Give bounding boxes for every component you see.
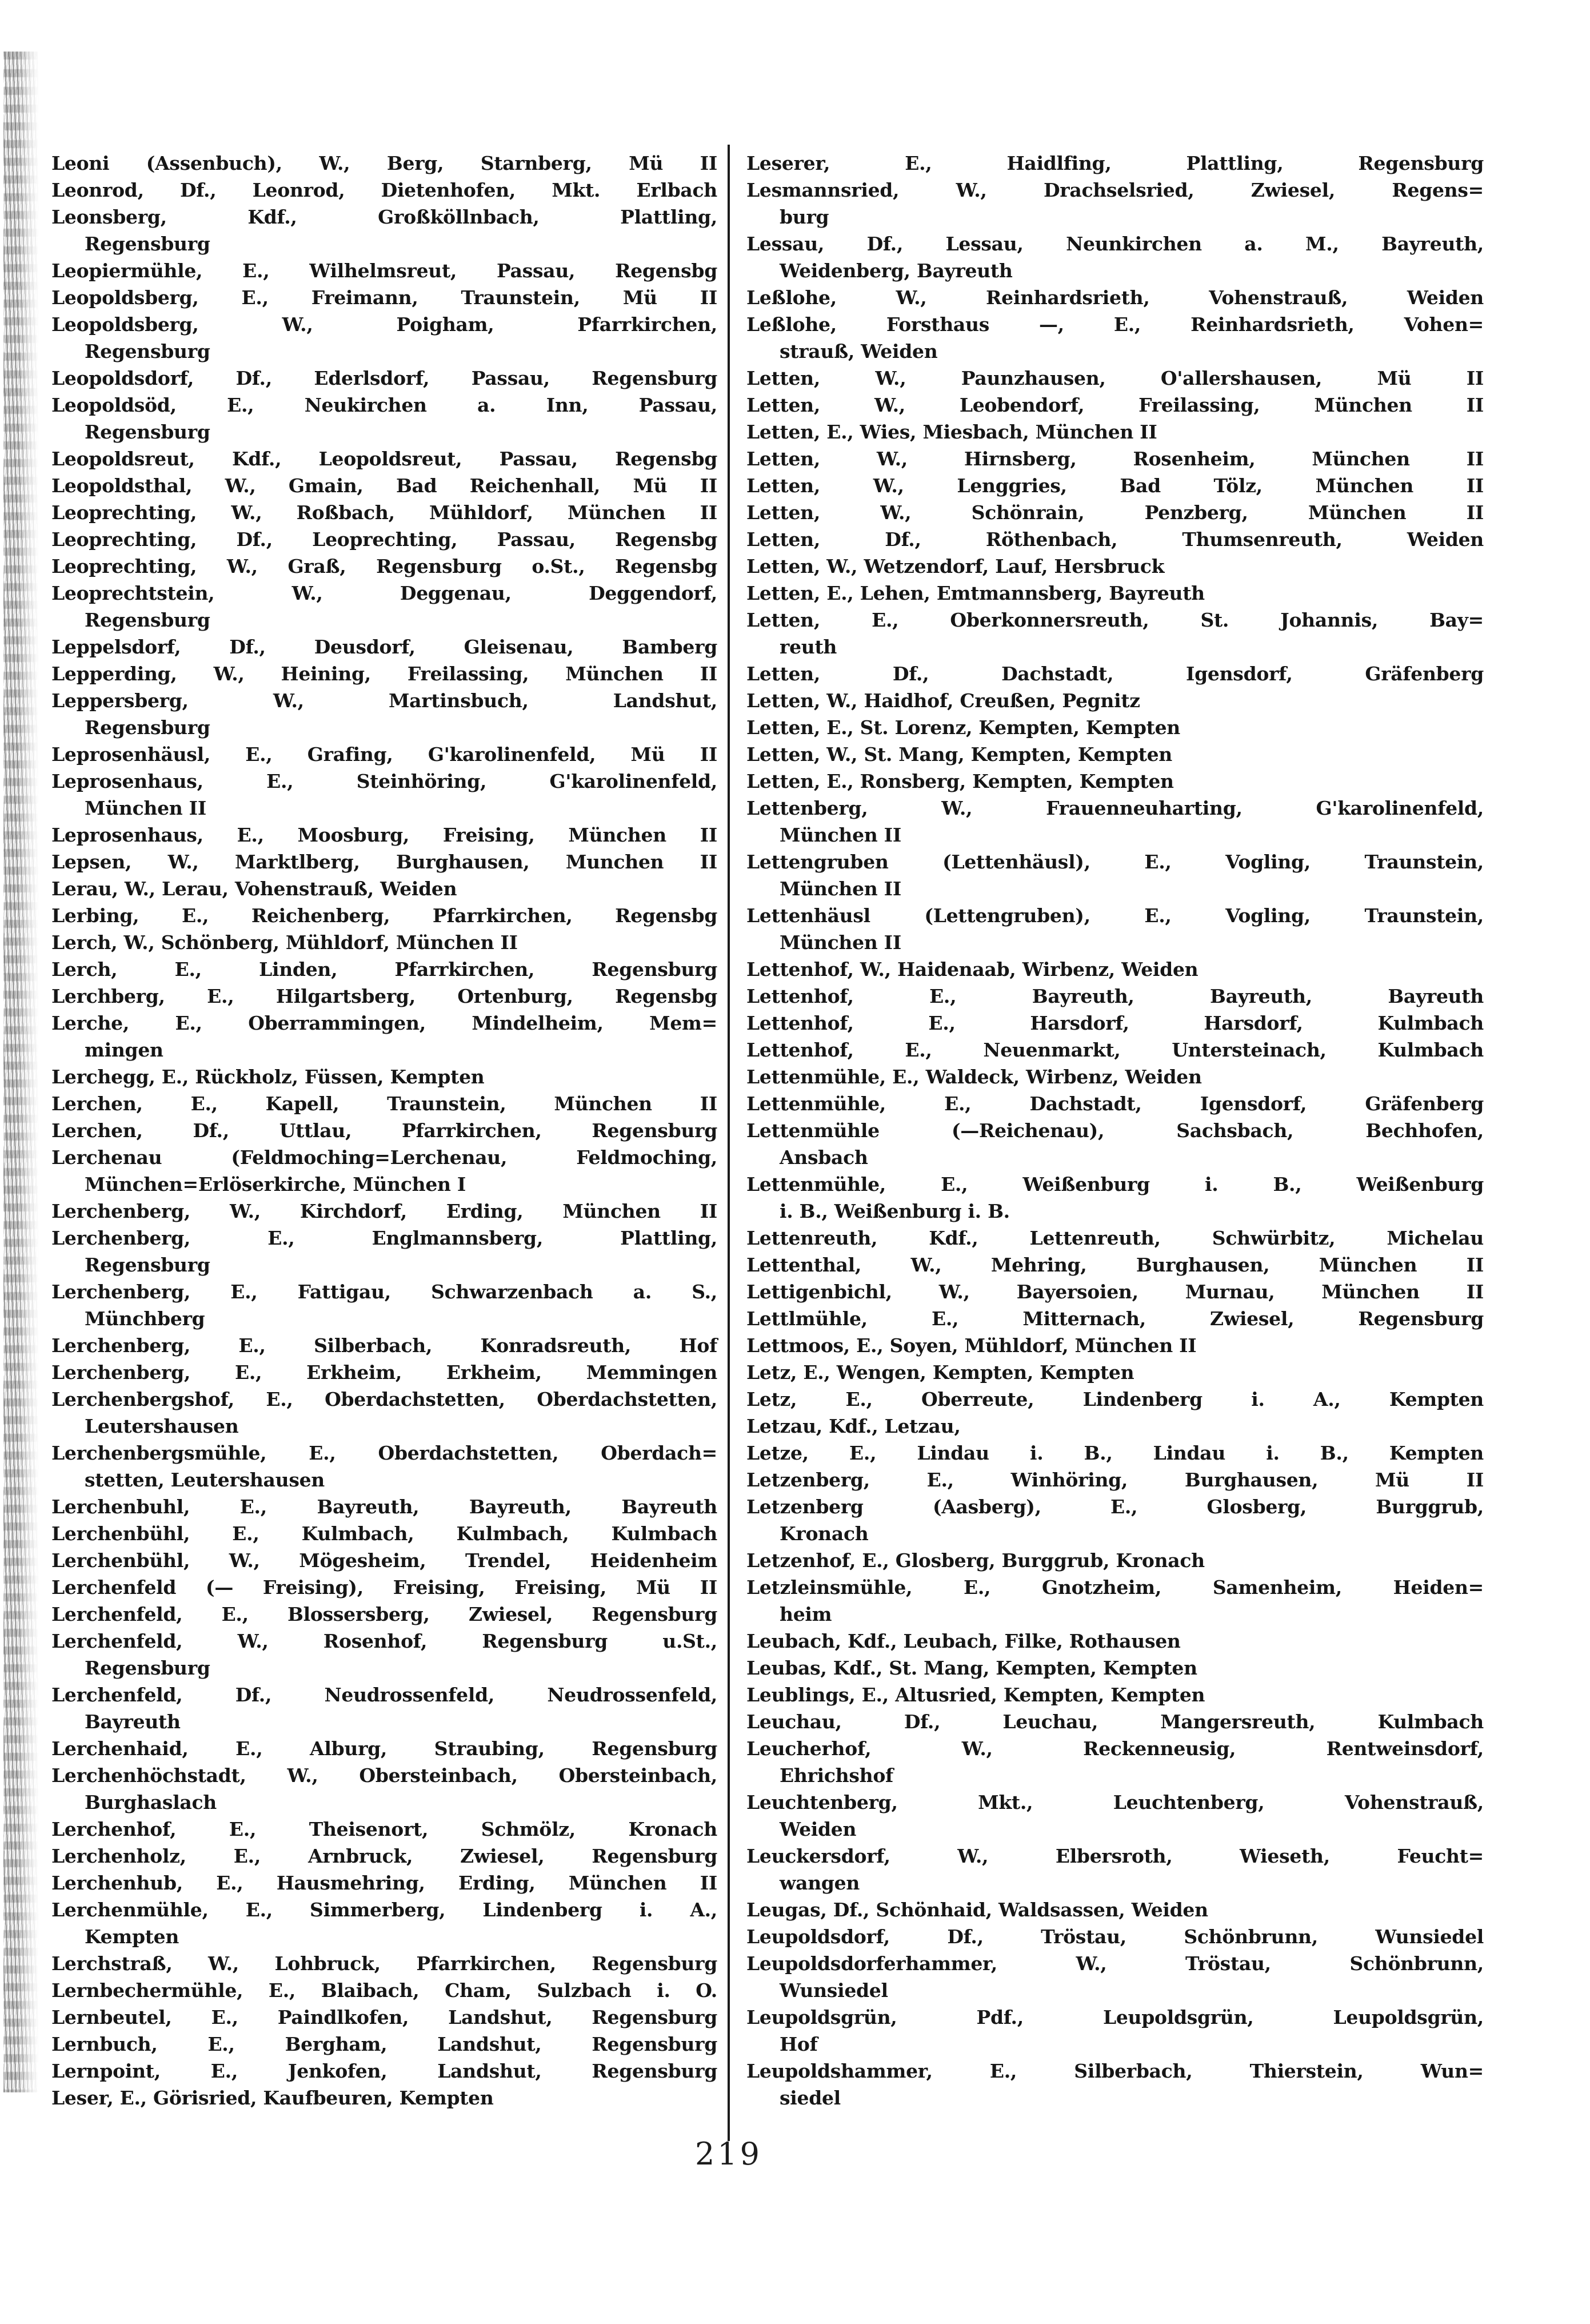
entry-line: Regensburg	[85, 421, 210, 443]
gazetteer-entry	[51, 929, 717, 956]
entry-line: Lerche, E., Oberrammingen, Mindelheim, Mem=	[51, 1012, 717, 1034]
entry-line: Weiden	[780, 1818, 857, 1840]
gazetteer-entry	[51, 902, 717, 929]
gazetteer-entry	[746, 418, 1484, 445]
entry-line: Lerchstraß, W., Lohbruck, Pfarrkirchen, Regensburg	[51, 1952, 717, 1975]
entry-line: Wunsiedel	[780, 1979, 888, 2002]
gazetteer-entry	[746, 1037, 1484, 1063]
entry-line: Lettengruben (Lettenhäusl), E., Vogling, Traunstein,	[746, 851, 1484, 873]
gazetteer-entry	[746, 2058, 1484, 2111]
gazetteer-entry	[746, 553, 1484, 580]
gazetteer-entry	[51, 1520, 717, 1547]
gazetteer-entry	[51, 2058, 717, 2084]
entry-line: Leoprechting, Df., Leoprechting, Passau, Regensbg	[51, 528, 717, 551]
gazetteer-entry	[746, 1735, 1484, 1789]
gazetteer-entry	[746, 284, 1484, 311]
entry-line: Leopoldsberg, E., Freimann, Traunstein, Mü II	[51, 286, 717, 309]
gazetteer-entry	[51, 257, 717, 284]
entry-line: Lerchenbühl, W., Mögesheim, Trendel, Heidenheim	[51, 1549, 717, 1572]
gazetteer-entry	[746, 1655, 1484, 1681]
gazetteer-entry	[51, 1332, 717, 1359]
gazetteer-entry	[746, 607, 1484, 660]
entry-line: Lerch, E., Linden, Pfarrkirchen, Regensburg	[51, 958, 717, 980]
gazetteer-entry	[746, 1843, 1484, 1896]
entry-line: Letten, W., Paunzhausen, O'allershausen, Mü II	[746, 367, 1484, 389]
entry-line: Hof	[780, 2033, 818, 2055]
gazetteer-entry	[746, 902, 1484, 956]
entry-line: Lernpoint, E., Jenkofen, Landshut, Regensburg	[51, 2060, 717, 2082]
entry-line: Regensburg	[85, 1254, 210, 1276]
entry-line: München II	[780, 824, 901, 846]
entry-line: Lerchenfeld, W., Rosenhof, Regensburg u.St.,	[51, 1630, 717, 1652]
gazetteer-entry	[746, 956, 1484, 983]
gazetteer-entry	[51, 687, 717, 741]
entry-line: Lernbeutel, E., Paindlkofen, Landshut, Regensburg	[51, 2006, 717, 2028]
gazetteer-entry	[51, 983, 717, 1010]
entry-line: Letzau, Kdf., Letzau,	[746, 1415, 961, 1437]
gazetteer-entry	[746, 1117, 1484, 1171]
entry-line: Letten, E., Wies, Miesbach, München II	[746, 421, 1157, 443]
gazetteer-entry	[51, 392, 717, 445]
gazetteer-entry	[746, 1225, 1484, 1251]
scan-ink-smudge	[3, 51, 39, 2092]
entry-line: Lerchenholz, E., Arnbruck, Zwiesel, Regensburg	[51, 1845, 717, 1867]
gazetteer-entry	[746, 687, 1484, 714]
entry-line: Leuchau, Df., Leuchau, Mangersreuth, Kulmbach	[746, 1711, 1484, 1733]
gazetteer-entry	[746, 1923, 1484, 1950]
gazetteer-entry	[51, 633, 717, 660]
entry-line: Lettenmühle, E., Waldeck, Wirbenz, Weiden	[746, 1066, 1202, 1088]
entry-line: Lerchenberg, E., Fattigau, Schwarzenbach a. S.,	[51, 1281, 717, 1303]
entry-line: Leßlohe, W., Reinhardsrieth, Vohenstrauß, Weiden	[746, 286, 1484, 309]
entry-line: Letten, E., Ronsberg, Kempten, Kempten	[746, 770, 1174, 792]
entry-line: Letten, W., Haidhof, Creußen, Pegnitz	[746, 689, 1140, 712]
entry-line: Lerchenfeld (— Freising), Freising, Freising, Mü II	[51, 1576, 717, 1599]
entry-line: Lerchenhaid, E., Alburg, Straubing, Regensburg	[51, 1737, 717, 1760]
entry-line: Regensburg	[85, 340, 210, 362]
entry-line: Lettlmühle, E., Mitternach, Zwiesel, Regensburg	[746, 1308, 1484, 1330]
gazetteer-entry	[746, 311, 1484, 365]
entry-line: Lerchenhub, E., Hausmehring, Erding, München II	[51, 1872, 717, 1894]
entry-line: Letten, W., St. Mang, Kempten, Kempten	[746, 743, 1172, 766]
gazetteer-entry	[746, 177, 1484, 230]
gazetteer-entry	[746, 983, 1484, 1010]
entry-line: wangen	[780, 1872, 860, 1894]
entry-line: Leupoldsdorf, Df., Tröstau, Schönbrunn, Wunsiedel	[746, 1926, 1484, 1948]
entry-line: Lesmannsried, W., Drachselsried, Zwiesel, Regens=	[746, 179, 1484, 201]
gazetteer-entry	[51, 1735, 717, 1762]
gazetteer-entry	[51, 2031, 717, 2058]
entry-line: Leoprechting, W., Roßbach, Mühldorf, München II	[51, 501, 717, 524]
gazetteer-entry	[746, 1896, 1484, 1923]
entry-line: Lettenmühle, E., Weißenburg i. B., Weißenburg	[746, 1173, 1484, 1195]
entry-line: Lettenthal, W., Mehring, Burghausen, München II	[746, 1254, 1484, 1276]
entry-line: Leopoldsöd, E., Neukirchen a. Inn, Passau,	[51, 394, 717, 416]
entry-line: Ehrichshof	[780, 1764, 893, 1787]
entry-line: reuth	[780, 636, 837, 658]
entry-line: siedel	[780, 2087, 841, 2109]
entry-line: Letz, E., Wengen, Kempten, Kempten	[746, 1361, 1134, 1384]
entry-line: Lettenhof, W., Haidenaab, Wirbenz, Weiden	[746, 958, 1199, 980]
gazetteer-entry	[51, 1144, 717, 1198]
gazetteer-entry	[51, 204, 717, 257]
entry-line: Regensburg	[85, 716, 210, 739]
entry-line: Leser, E., Görisried, Kaufbeuren, Kempten	[51, 2087, 494, 2109]
entry-line: Lerchen, Df., Uttlau, Pfarrkirchen, Regensburg	[51, 1119, 717, 1142]
entry-line: Leopoldsdorf, Df., Ederlsdorf, Passau, Regensburg	[51, 367, 717, 389]
entry-line: Leucherhof, W., Reckenneusig, Rentweinsdorf,	[746, 1737, 1484, 1760]
gazetteer-entry	[746, 768, 1484, 795]
entry-line: strauß, Weiden	[780, 340, 938, 362]
entry-line: Lerchenhof, E., Theisenort, Schmölz, Kronach	[51, 1818, 717, 1840]
entry-line: Lerchenberg, E., Erkheim, Erkheim, Memmingen	[51, 1361, 717, 1384]
entry-line: Lettenreuth, Kdf., Lettenreuth, Schwürbitz, Michelau	[746, 1227, 1484, 1249]
gazetteer-entry	[746, 1063, 1484, 1090]
entry-line: Lerchenbühl, E., Kulmbach, Kulmbach, Kulmbach	[51, 1522, 717, 1545]
gazetteer-entry	[51, 1386, 717, 1440]
gazetteer-entry	[746, 714, 1484, 741]
entry-line: Leugas, Df., Schönhaid, Waldsassen, Weiden	[746, 1899, 1208, 1921]
entry-line: Letten, W., Wetzendorf, Lauf, Hersbruck	[746, 555, 1165, 577]
gazetteer-entry	[51, 150, 717, 177]
gazetteer-entry	[746, 365, 1484, 392]
entry-line: Lerchegg, E., Rückholz, Füssen, Kempten	[51, 1066, 485, 1088]
entry-line: Kronach	[780, 1522, 869, 1545]
gazetteer-entry	[51, 1896, 717, 1950]
entry-line: Lerchenhöchstadt, W., Obersteinbach, Obersteinbach,	[51, 1764, 717, 1787]
entry-line: Lernbuch, E., Bergham, Landshut, Regensburg	[51, 2033, 717, 2055]
entry-line: Letten, Df., Röthenbach, Thumsenreuth, Weiden	[746, 528, 1484, 551]
gazetteer-entry	[51, 1816, 717, 1843]
entry-line: Lettigenbichl, W., Bayersoien, Murnau, München II	[746, 1281, 1484, 1303]
page-number: 219	[694, 2136, 763, 2172]
entry-line: Lepsen, W., Marktlberg, Burghausen, Munchen II	[51, 851, 717, 873]
entry-line: Leubach, Kdf., Leubach, Filke, Rothausen	[746, 1630, 1181, 1652]
gazetteer-entry	[51, 311, 717, 365]
entry-line: Lettenhof, E., Neuenmarkt, Untersteinach, Kulmbach	[746, 1039, 1484, 1061]
entry-line: Letze, E., Lindau i. B., Lindau i. B., Kempten	[746, 1442, 1484, 1464]
gazetteer-entry	[746, 1305, 1484, 1332]
gazetteer-entry	[51, 741, 717, 768]
gazetteer-entry	[746, 526, 1484, 553]
entry-line: Leuckersdorf, W., Elbersroth, Wieseth, Feucht=	[746, 1845, 1484, 1867]
gazetteer-entry	[51, 177, 717, 204]
gazetteer-entry	[746, 741, 1484, 768]
gazetteer-entry	[51, 1198, 717, 1225]
entry-line: heim	[780, 1603, 832, 1625]
gazetteer-entry	[51, 1090, 717, 1117]
entry-line: München II	[85, 797, 206, 819]
gazetteer-entry	[746, 1950, 1484, 2004]
entry-line: Leoni (Assenbuch), W., Berg, Starnberg, Mü II	[51, 152, 717, 174]
gazetteer-entry	[51, 365, 717, 392]
gazetteer-entry	[51, 2004, 717, 2031]
entry-line: Leopoldsreut, Kdf., Leopoldsreut, Passau, Regensbg	[51, 448, 717, 470]
entry-line: Lepperding, W., Heining, Freilassing, München II	[51, 663, 717, 685]
gazetteer-entry	[746, 1574, 1484, 1628]
entry-line: stetten, Leutershausen	[85, 1469, 325, 1491]
gazetteer-entry	[51, 1278, 717, 1332]
gazetteer-entry	[746, 230, 1484, 284]
entry-line: Lessau, Df., Lessau, Neunkirchen a. M., Bayreuth,	[746, 233, 1484, 255]
entry-line: Burghaslach	[85, 1791, 217, 1813]
gazetteer-entry	[746, 445, 1484, 472]
entry-line: München II	[780, 931, 901, 954]
gazetteer-entry	[746, 1386, 1484, 1413]
gazetteer-entry	[746, 1171, 1484, 1225]
entry-line: Lerchenfeld, Df., Neudrossenfeld, Neudrossenfeld,	[51, 1684, 717, 1706]
gazetteer-entry	[51, 956, 717, 983]
entry-line: Lernbechermühle, E., Blaibach, Cham, Sulzbach i. O.	[51, 1979, 717, 2002]
entry-line: Leßlohe, Forsthaus —, E., Reinhardsrieth, Vohen=	[746, 313, 1484, 336]
entry-line: Leserer, E., Haidlfing, Plattling, Regensburg	[746, 152, 1484, 174]
entry-line: Letten, E., Oberkonnersreuth, St. Johannis, Bay=	[746, 609, 1484, 631]
entry-line: Leonrod, Df., Leonrod, Dietenhofen, Mkt. Erlbach	[51, 179, 717, 201]
entry-line: Leppersberg, W., Martinsbuch, Landshut,	[51, 689, 717, 712]
entry-line: Lerbing, E., Reichenberg, Pfarrkirchen, Regensbg	[51, 904, 717, 927]
entry-line: Lerchen, E., Kapell, Traunstein, München II	[51, 1093, 717, 1115]
entry-line: Regensburg	[85, 1657, 210, 1679]
entry-line: Letzenberg, E., Winhöring, Burghausen, Mü II	[746, 1469, 1484, 1491]
entry-line: Leupoldshammer, E., Silberbach, Thierstein, Wun=	[746, 2060, 1484, 2082]
gazetteer-entry	[746, 1681, 1484, 1708]
column-divider-rule	[728, 145, 730, 2141]
entry-line: Leprosenhaus, E., Steinhöring, G'karolinenfeld,	[51, 770, 717, 792]
entry-line: Lerchenfeld, E., Blossersberg, Zwiesel, Regensburg	[51, 1603, 717, 1625]
entry-line: München II	[780, 878, 901, 900]
entry-line: Münchberg	[85, 1308, 205, 1330]
gazetteer-entry	[746, 1466, 1484, 1493]
gazetteer-entry	[51, 1574, 717, 1601]
gazetteer-entry	[51, 1117, 717, 1144]
gazetteer-entry	[51, 1547, 717, 1574]
entry-line: Regensburg	[85, 233, 210, 255]
entry-line: Letzenhof, E., Glosberg, Burggrub, Kronach	[746, 1549, 1205, 1572]
gazetteer-entry	[51, 1359, 717, 1386]
gazetteer-entry	[746, 499, 1484, 526]
gazetteer-entry	[746, 1413, 1484, 1440]
gazetteer-entry	[51, 1440, 717, 1493]
gazetteer-entry	[746, 1332, 1484, 1359]
gazetteer-entry	[746, 150, 1484, 177]
gazetteer-entry	[746, 1010, 1484, 1037]
entry-line: Lerchenau (Feldmoching=Lerchenau, Feldmoching,	[51, 1146, 717, 1169]
gazetteer-entry	[51, 499, 717, 526]
entry-line: Lerch, W., Schönberg, Mühldorf, München II	[51, 931, 518, 954]
entry-line: Ansbach	[780, 1146, 868, 1169]
gazetteer-entry	[51, 284, 717, 311]
entry-line: Leprosenhäusl, E., Grafing, G'karolinenfeld, Mü II	[51, 743, 717, 766]
entry-line: Lerchenberg, W., Kirchdorf, Erding, München II	[51, 1200, 717, 1222]
entry-line: Lettenmühle, E., Dachstadt, Igensdorf, Gräfenberg	[746, 1093, 1484, 1115]
entry-line: Lettenberg, W., Frauenneuharting, G'karolinenfeld,	[746, 797, 1484, 819]
gazetteer-entry	[51, 1869, 717, 1896]
entry-line: Letz, E., Oberreute, Lindenberg i. A., Kempten	[746, 1388, 1484, 1410]
gazetteer-entry	[51, 660, 717, 687]
gazetteer-entry	[51, 848, 717, 875]
gazetteer-entry	[51, 822, 717, 848]
entry-line: Bayreuth	[85, 1711, 181, 1733]
gazetteer-entry	[51, 553, 717, 580]
entry-line: Leopoldsthal, W., Gmain, Bad Reichenhall, Mü II	[51, 475, 717, 497]
gazetteer-entry	[51, 1493, 717, 1520]
entry-line: Letten, E., St. Lorenz, Kempten, Kempten	[746, 716, 1180, 739]
gazetteer-entry	[51, 526, 717, 553]
gazetteer-entry	[51, 1063, 717, 1090]
gazetteer-entry	[746, 1359, 1484, 1386]
entry-line: Leupoldsdorferhammer, W., Tröstau, Schönbrunn,	[746, 1952, 1484, 1975]
gazetteer-entry	[746, 1547, 1484, 1574]
gazetteer-entry	[51, 580, 717, 633]
gazetteer-entry	[51, 1843, 717, 1869]
entry-line: i. B., Weißenburg i. B.	[780, 1200, 1010, 1222]
entry-line: Leutershausen	[85, 1415, 239, 1437]
entry-line: Letzleinsmühle, E., Gnotzheim, Samenheim, Heiden=	[746, 1576, 1484, 1599]
gazetteer-entry	[746, 1090, 1484, 1117]
entry-line: Kempten	[85, 1926, 179, 1948]
gazetteer-entry	[746, 848, 1484, 902]
gazetteer-entry	[51, 1628, 717, 1681]
gazetteer-entry	[51, 1977, 717, 2004]
gazetteer-entry	[746, 392, 1484, 418]
gazetteer-entry	[51, 1225, 717, 1278]
entry-line: mingen	[85, 1039, 163, 1061]
gazetteer-entry	[51, 1601, 717, 1628]
gazetteer-entry	[51, 1681, 717, 1735]
gazetteer-entry	[51, 768, 717, 822]
entry-line: Leopoldsberg, W., Poigham, Pfarrkirchen,	[51, 313, 717, 336]
entry-line: Lerchenberg, E., Silberbach, Konradsreuth, Hof	[51, 1334, 717, 1357]
gazetteer-entry	[51, 1950, 717, 1977]
entry-line: burg	[780, 206, 829, 228]
column-left	[51, 150, 717, 2111]
entry-line: Lerchenbergsmühle, E., Oberdachstetten, Oberdach=	[51, 1442, 717, 1464]
entry-line: Lettenhof, E., Harsdorf, Harsdorf, Kulmbach	[746, 1012, 1484, 1034]
entry-line: Lerchenberg, E., Englmannsberg, Plattling,	[51, 1227, 717, 1249]
entry-line: Lettenhof, E., Bayreuth, Bayreuth, Bayreuth	[746, 985, 1484, 1007]
gazetteer-entry	[746, 580, 1484, 607]
gazetteer-entry	[51, 1762, 717, 1816]
entry-line: Leupoldsgrün, Pdf., Leupoldsgrün, Leupoldsgrün,	[746, 2006, 1484, 2028]
gazetteer-entry	[51, 445, 717, 472]
entry-line: Leonsberg, Kdf., Großköllnbach, Plattling,	[51, 206, 717, 228]
gazetteer-entry	[746, 1278, 1484, 1305]
entry-line: Lerchberg, E., Hilgartsberg, Ortenburg, Regensbg	[51, 985, 717, 1007]
gazetteer-entry	[51, 875, 717, 902]
entry-line: Leppelsdorf, Df., Deusdorf, Gleisenau, Bamberg	[51, 636, 717, 658]
gazetteer-entry	[51, 2084, 717, 2111]
gazetteer-entry	[746, 1628, 1484, 1655]
column-right	[746, 150, 1484, 2111]
entry-line: Letten, E., Lehen, Emtmannsberg, Bayreuth	[746, 582, 1205, 604]
gazetteer-entry	[746, 660, 1484, 687]
entry-line: Letten, W., Lenggries, Bad Tölz, München II	[746, 475, 1484, 497]
gazetteer-entry	[746, 795, 1484, 848]
entry-line: Lerchenbergshof, E., Oberdachstetten, Oberdachstetten,	[51, 1388, 717, 1410]
gazetteer-entry	[746, 1789, 1484, 1843]
entry-line: Letten, W., Leobendorf, Freilassing, München II	[746, 394, 1484, 416]
gazetteer-entry	[51, 1010, 717, 1063]
gazetteer-entry	[746, 1493, 1484, 1547]
gazetteer-entry	[746, 1251, 1484, 1278]
gazetteer-entry	[746, 1708, 1484, 1735]
entry-line: Letten, W., Schönrain, Penzberg, München II	[746, 501, 1484, 524]
gazetteer-entry	[746, 472, 1484, 499]
entry-line: Lettenhäusl (Lettengruben), E., Vogling, Traunstein,	[746, 904, 1484, 927]
entry-line: Lerau, W., Lerau, Vohenstrauß, Weiden	[51, 878, 457, 900]
entry-line: Letten, Df., Dachstadt, Igensdorf, Gräfenberg	[746, 663, 1484, 685]
entry-line: Leubas, Kdf., St. Mang, Kempten, Kempten	[746, 1657, 1197, 1679]
entry-line: Leuchtenberg, Mkt., Leuchtenberg, Vohenstrauß,	[746, 1791, 1484, 1813]
entry-line: Leoprechting, W., Graß, Regensburg o.St., Regensbg	[51, 555, 717, 577]
entry-line: Leoprechtstein, W., Deggenau, Deggendorf,	[51, 582, 717, 604]
entry-line: Letten, W., Hirnsberg, Rosenheim, München II	[746, 448, 1484, 470]
entry-line: Leublings, E., Altusried, Kempten, Kempten	[746, 1684, 1205, 1706]
entry-line: Leprosenhaus, E., Moosburg, Freising, München II	[51, 824, 717, 846]
entry-line: Lettenmühle (—Reichenau), Sachsbach, Bechhofen,	[746, 1119, 1484, 1142]
entry-line: Lerchenbuhl, E., Bayreuth, Bayreuth, Bayreuth	[51, 1496, 717, 1518]
gazetteer-entry	[746, 1440, 1484, 1466]
entry-line: Leopiermühle, E., Wilhelmsreut, Passau, Regensbg	[51, 260, 717, 282]
entry-line: Lettmoos, E., Soyen, Mühldorf, München II	[746, 1334, 1197, 1357]
entry-line: Regensburg	[85, 609, 210, 631]
gazetteer-entry	[746, 2004, 1484, 2058]
entry-line: Lerchenmühle, E., Simmerberg, Lindenberg i. A.,	[51, 1899, 717, 1921]
entry-line: Letzenberg (Aasberg), E., Glosberg, Burggrub,	[746, 1496, 1484, 1518]
entry-line: Weidenberg, Bayreuth	[780, 260, 1013, 282]
entry-line: München=Erlöserkirche, München I	[85, 1173, 466, 1195]
gazetteer-entry	[51, 472, 717, 499]
